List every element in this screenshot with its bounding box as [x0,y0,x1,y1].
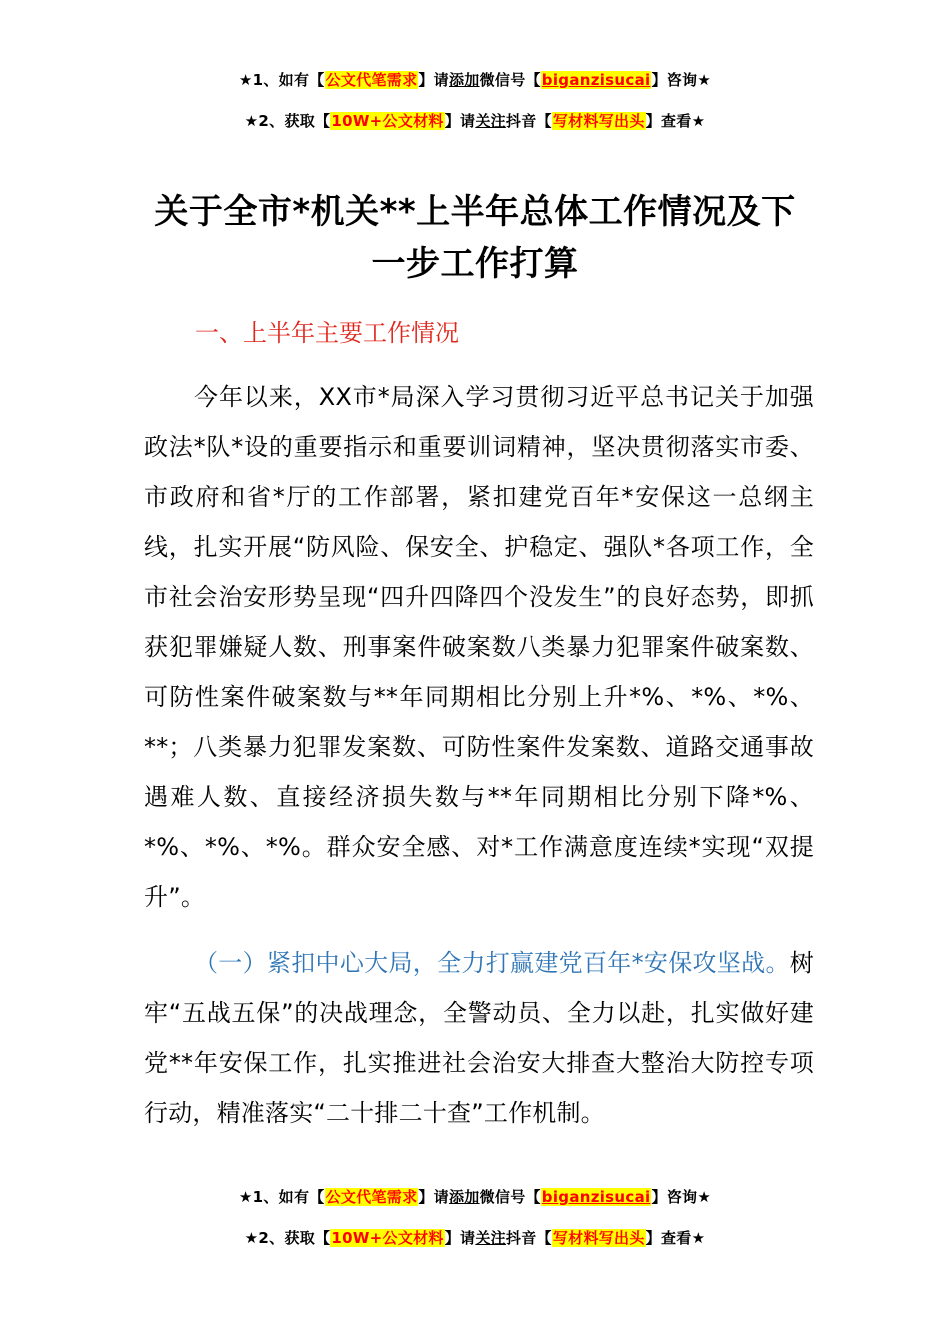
notice-underlined: 关注 [475,1229,506,1247]
notice-text: 】请 [418,71,449,89]
notice-text: ★1、如有【 [238,1188,325,1206]
notice-text: 微信号【 [479,1188,541,1206]
notice-text: 】咨询★ [651,1188,712,1206]
notice-underlined: 关注 [475,112,506,130]
notice-text: 】咨询★ [651,71,712,89]
highlight-service: 公文代笔需求 [325,71,418,89]
highlight-service: 公文代笔需求 [325,1188,418,1206]
notice-text: 】查看★ [645,112,706,130]
notice-text: ★2、获取【 [244,112,331,130]
notice-text: 】请 [418,1188,449,1206]
subsection-1 [144,938,814,1138]
highlight-douyin: 写材料写出头 [552,112,645,130]
notice-text: ★1、如有【 [238,71,325,89]
highlight-wechat-id: biganzisucai [541,1188,651,1206]
notice-bottom-line2 [0,1228,950,1248]
subsection-heading: （一）紧扣中心大局，全力打赢建党百年*安保攻坚战。 [194,949,790,977]
notice-bottom-line1 [0,1187,950,1207]
notice-text: 抖音【 [505,112,552,130]
notice-top-line1 [0,70,950,90]
highlight-materials: 10W+公文材料 [331,1229,444,1247]
notice-text: 】查看★ [645,1229,706,1247]
paragraph-intro: 今年以来，XX市*局深入学习贯彻习近平总书记关于加强政法*队*设的重要指示和重要训词精神，坚决贯彻落实市委、市政府和省*厅的工作部署，紧扣建党百年*安保这一总纲主线，扎实开展“防风险、保安全、护稳定、强队*各项工作，全市社会治安形势呈现“四升四降四个没发生”的良好态势，即抓获犯罪嫌疑人数、刑事案件破案数八类暴力犯罪案件破案数、可防性案件破案数与**年同期相比分别上升*%、*%、*%、**；八类暴力犯罪发案数、可防性案件发案数、道路交通事故遇难人数、直接经济损失数与**年同期相比分别下降*%、*%、*%、*%。群众安全感、对*工作满意度连续*实现“双提升”。 [144,383,814,911]
notice-text: 微信号【 [479,71,541,89]
subsection-body: 树牢“五战五保”的决战理念，全警动员、全力以赴，扎实做好建党**年安保工作，扎实推进社会治安大排查大整治大防控专项行动，精准落实“二十排二十查”工作机制。 [144,949,814,1127]
highlight-douyin: 写材料写出头 [552,1229,645,1247]
notice-text: 抖音【 [505,1229,552,1247]
notice-text: ★2、获取【 [244,1229,331,1247]
notice-underlined: 添加 [448,71,480,89]
page-title [100,186,850,290]
notice-underlined: 添加 [448,1188,480,1206]
title-line-1: 关于全市*机关**上半年总体工作情况及下 [154,192,796,232]
notice-text: 】请 [444,1229,476,1247]
notice-top-line2 [0,111,950,131]
highlight-wechat-id: biganzisucai [541,71,651,89]
highlight-materials: 10W+公文材料 [331,112,444,130]
notice-text: 】请 [444,112,476,130]
title-line-2: 一步工作打算 [371,244,579,284]
section-heading: 一、上半年主要工作情况 [195,319,459,347]
